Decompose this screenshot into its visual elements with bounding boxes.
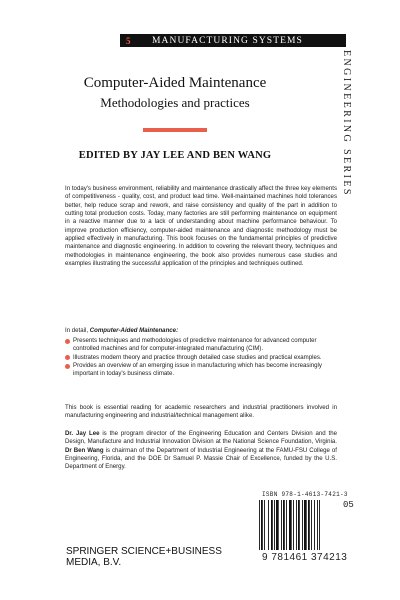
publisher-line-1: SPRINGER SCIENCE+BUSINESS: [66, 546, 222, 557]
bio-name-1: Dr. Jay Lee: [65, 430, 100, 437]
bio-text-2: is chairman of the Department of Industrial Engineering at the FAMU-FSU College of Engineering, Florida, and the DOE Dr Samuel P. Massie Chair of Excellence, funded by the U.S. Department of Energy.: [65, 446, 338, 471]
bullet-dot-icon: [65, 355, 70, 360]
barcode-digits: 9 781461 374213: [262, 552, 348, 563]
bio-name-2: Dr Ben Wang: [65, 446, 104, 454]
isbn-text: ISBN 978-1-4613-7421-3: [262, 491, 348, 498]
series-title: MANUFACTURING SYSTEMS: [152, 35, 303, 46]
bullet-dot-icon: [65, 339, 70, 344]
list-item: [65, 337, 337, 354]
barcode-graphic: [259, 500, 354, 550]
detail-intro: [65, 327, 337, 335]
publisher-name: [66, 546, 222, 568]
blurb-paragraph-1: In today's business environment, reliability and maintenance drastically affect the three key elements of competitiveness - quality, cost, and product lead time. Well-maintained machines hold tolerances better, help reduce scrap and rework, and raise consistency and quality of the part in addition to cutting total production costs. Today, many factories are still performing maintenance on equipment in a reactive manner due to a lack of understanding about machine performance behaviour. To improve production efficiency, computer-aided maintenance and diagnostic methodology must be applied effectively in manufacturing. This book focuses on the fundamental principles of predictive maintenance and diagnostic engineering. In addition to covering the relevant theory, techniques and methodologies in maintenance engineering, the book also provides numerous case studies and examples illustrating the successful application of the principles and techniques outlined.: [65, 185, 337, 268]
blurb-paragraph-3: This book is essential reading for academic researchers and industrial practitioners involved in manufacturing engineering and industrial/technical management alike.: [65, 404, 337, 420]
book-subtitle: Methodologies and practices: [100, 95, 250, 110]
editors-line: EDITED BY JAY LEE AND BEN WANG: [78, 150, 272, 161]
feature-list: [65, 337, 337, 379]
list-item-text: Presents techniques and methodologies of predictive maintenance for advanced computer controlled machines and for computer-integrated manufacturing (CIM).: [73, 337, 317, 353]
series-banner: [120, 34, 346, 47]
series-number: 5: [126, 35, 131, 46]
detail-book-title: Computer-Aided Maintenance:: [89, 327, 179, 334]
publisher-line-2: MEDIA, B.V.: [66, 557, 122, 568]
book-title: Computer-Aided Maintenance: [83, 75, 267, 91]
barcode-addon: 05: [343, 500, 354, 510]
bio-text-1: is the program director of the Engineering Education and Centers Division and the Design, Manufacture and Industrial Innovation Division at the National Science Foundation, Virginia.: [65, 430, 337, 446]
accent-rule: [143, 128, 207, 132]
author-bios: [65, 430, 337, 472]
side-series-text: ENGINEERING SERIES: [341, 50, 352, 197]
bullet-dot-icon: [65, 364, 70, 369]
side-series-label: [340, 50, 354, 197]
list-item: [65, 362, 337, 379]
detail-intro-text: In detail,: [65, 327, 90, 334]
list-item-text: Provides an overview of an emerging issue in manufacturing which has become increasingly important in today's business climate.: [73, 362, 322, 378]
list-item-text: Illustrates modern theory and practice through detailed case studies and practical examples.: [73, 353, 322, 361]
list-item: [65, 354, 337, 362]
